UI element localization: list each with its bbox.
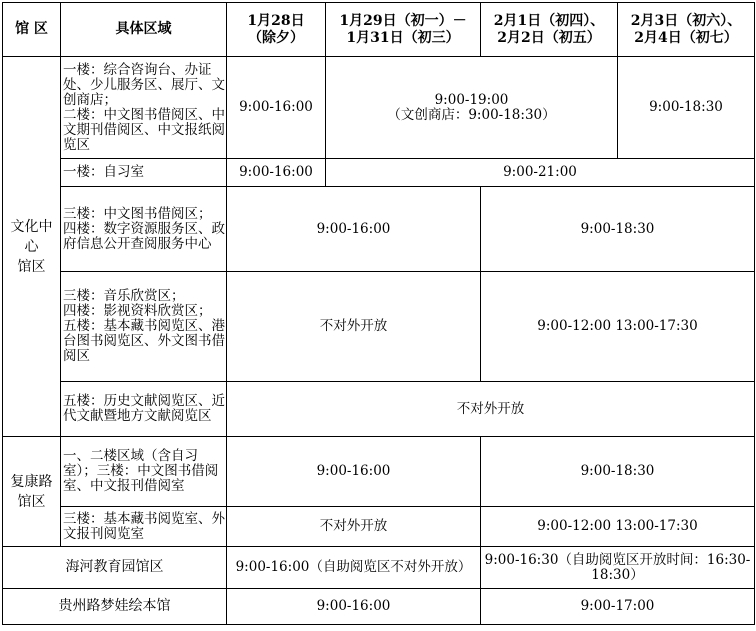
hours-cell: 9:00-16:00 xyxy=(227,159,326,187)
hours-cell: 9:00-12:00 13:00-17:30 xyxy=(481,507,755,547)
table-row xyxy=(3,437,755,507)
hours-cell: 不对外开放 xyxy=(227,382,755,437)
hours-cell: 9:00-17:00 xyxy=(481,589,755,625)
hours-cell: 9:00-16:00 xyxy=(227,57,326,159)
table-row xyxy=(3,187,755,272)
hours-cell: 9:00-16:00 xyxy=(227,589,481,625)
hours-cell: 9:00-12:00 13:00-17:30 xyxy=(481,272,755,382)
area-cell: 一楼：自习室 xyxy=(61,159,227,187)
table-row xyxy=(3,382,755,437)
table-row xyxy=(3,547,755,589)
venue-guizhou-road: 贵州路梦娃绘本馆 xyxy=(3,589,227,625)
table-row xyxy=(3,57,755,159)
hours-cell: 9:00-19:00 （文创商店：9:00-18:30） xyxy=(326,57,618,159)
hours-cell: 9:00-16:00 xyxy=(227,187,481,272)
table-row xyxy=(3,589,755,625)
header-date-col-4: 2月3日（初六）、 2月4日（初七） xyxy=(618,3,755,57)
area-cell: 一、二楼区域（含自习室）；三楼：中文图书借阅室、中文报刊借阅室 xyxy=(61,437,227,507)
venue-fukang-road: 复康路 馆区 xyxy=(3,437,61,547)
hours-cell: 9:00-18:30 xyxy=(481,187,755,272)
hours-cell: 9:00-16:30（自助阅览区开放时间：16:30-18:30） xyxy=(481,547,755,589)
hours-cell: 9:00-18:30 xyxy=(618,57,755,159)
hours-cell: 9:00-16:00（自助阅览区不对外开放） xyxy=(227,547,481,589)
table-row xyxy=(3,272,755,382)
hours-cell: 不对外开放 xyxy=(227,507,481,547)
hours-cell: 9:00-18:30 xyxy=(481,437,755,507)
hours-cell: 不对外开放 xyxy=(227,272,481,382)
area-cell: 三楼：基本藏书阅览室、外文报刊阅览室 xyxy=(61,507,227,547)
venue-culture-center: 文化中 心 馆区 xyxy=(3,57,61,437)
area-cell: 三楼：中文图书借阅区； 四楼：数字资源服务区、政府信息公开查阅服务中心 xyxy=(61,187,227,272)
hours-cell: 9:00-21:00 xyxy=(326,159,755,187)
header-area: 具体区域 xyxy=(61,3,227,57)
schedule-table xyxy=(2,2,755,625)
area-cell: 五楼：历史文献阅览区、近代文献暨地方文献阅览区 xyxy=(61,382,227,437)
header-venue: 馆 区 xyxy=(3,3,61,57)
header-date-col-1: 1月28日 （除夕） xyxy=(227,3,326,57)
table-row xyxy=(3,507,755,547)
area-cell: 三楼：音乐欣赏区； 四楼：影视资料欣赏区； 五楼：基本藏书阅览区、港台图书阅览区、外文图书借阅区 xyxy=(61,272,227,382)
hours-cell: 9:00-16:00 xyxy=(227,437,481,507)
header-date-col-2: 1月29日（初一）－ 1月31日（初三） xyxy=(326,3,481,57)
venue-haihe-campus: 海河教育园馆区 xyxy=(3,547,227,589)
header-row xyxy=(3,3,755,57)
area-cell: 一楼：综合咨询台、办证处、少儿服务区、展厅、文创商店； 二楼：中文图书借阅区、中文期刊借阅区、中文报纸阅览区 xyxy=(61,57,227,159)
header-date-col-3: 2月1日（初四）、 2月2日（初五） xyxy=(481,3,618,57)
table-row xyxy=(3,159,755,187)
